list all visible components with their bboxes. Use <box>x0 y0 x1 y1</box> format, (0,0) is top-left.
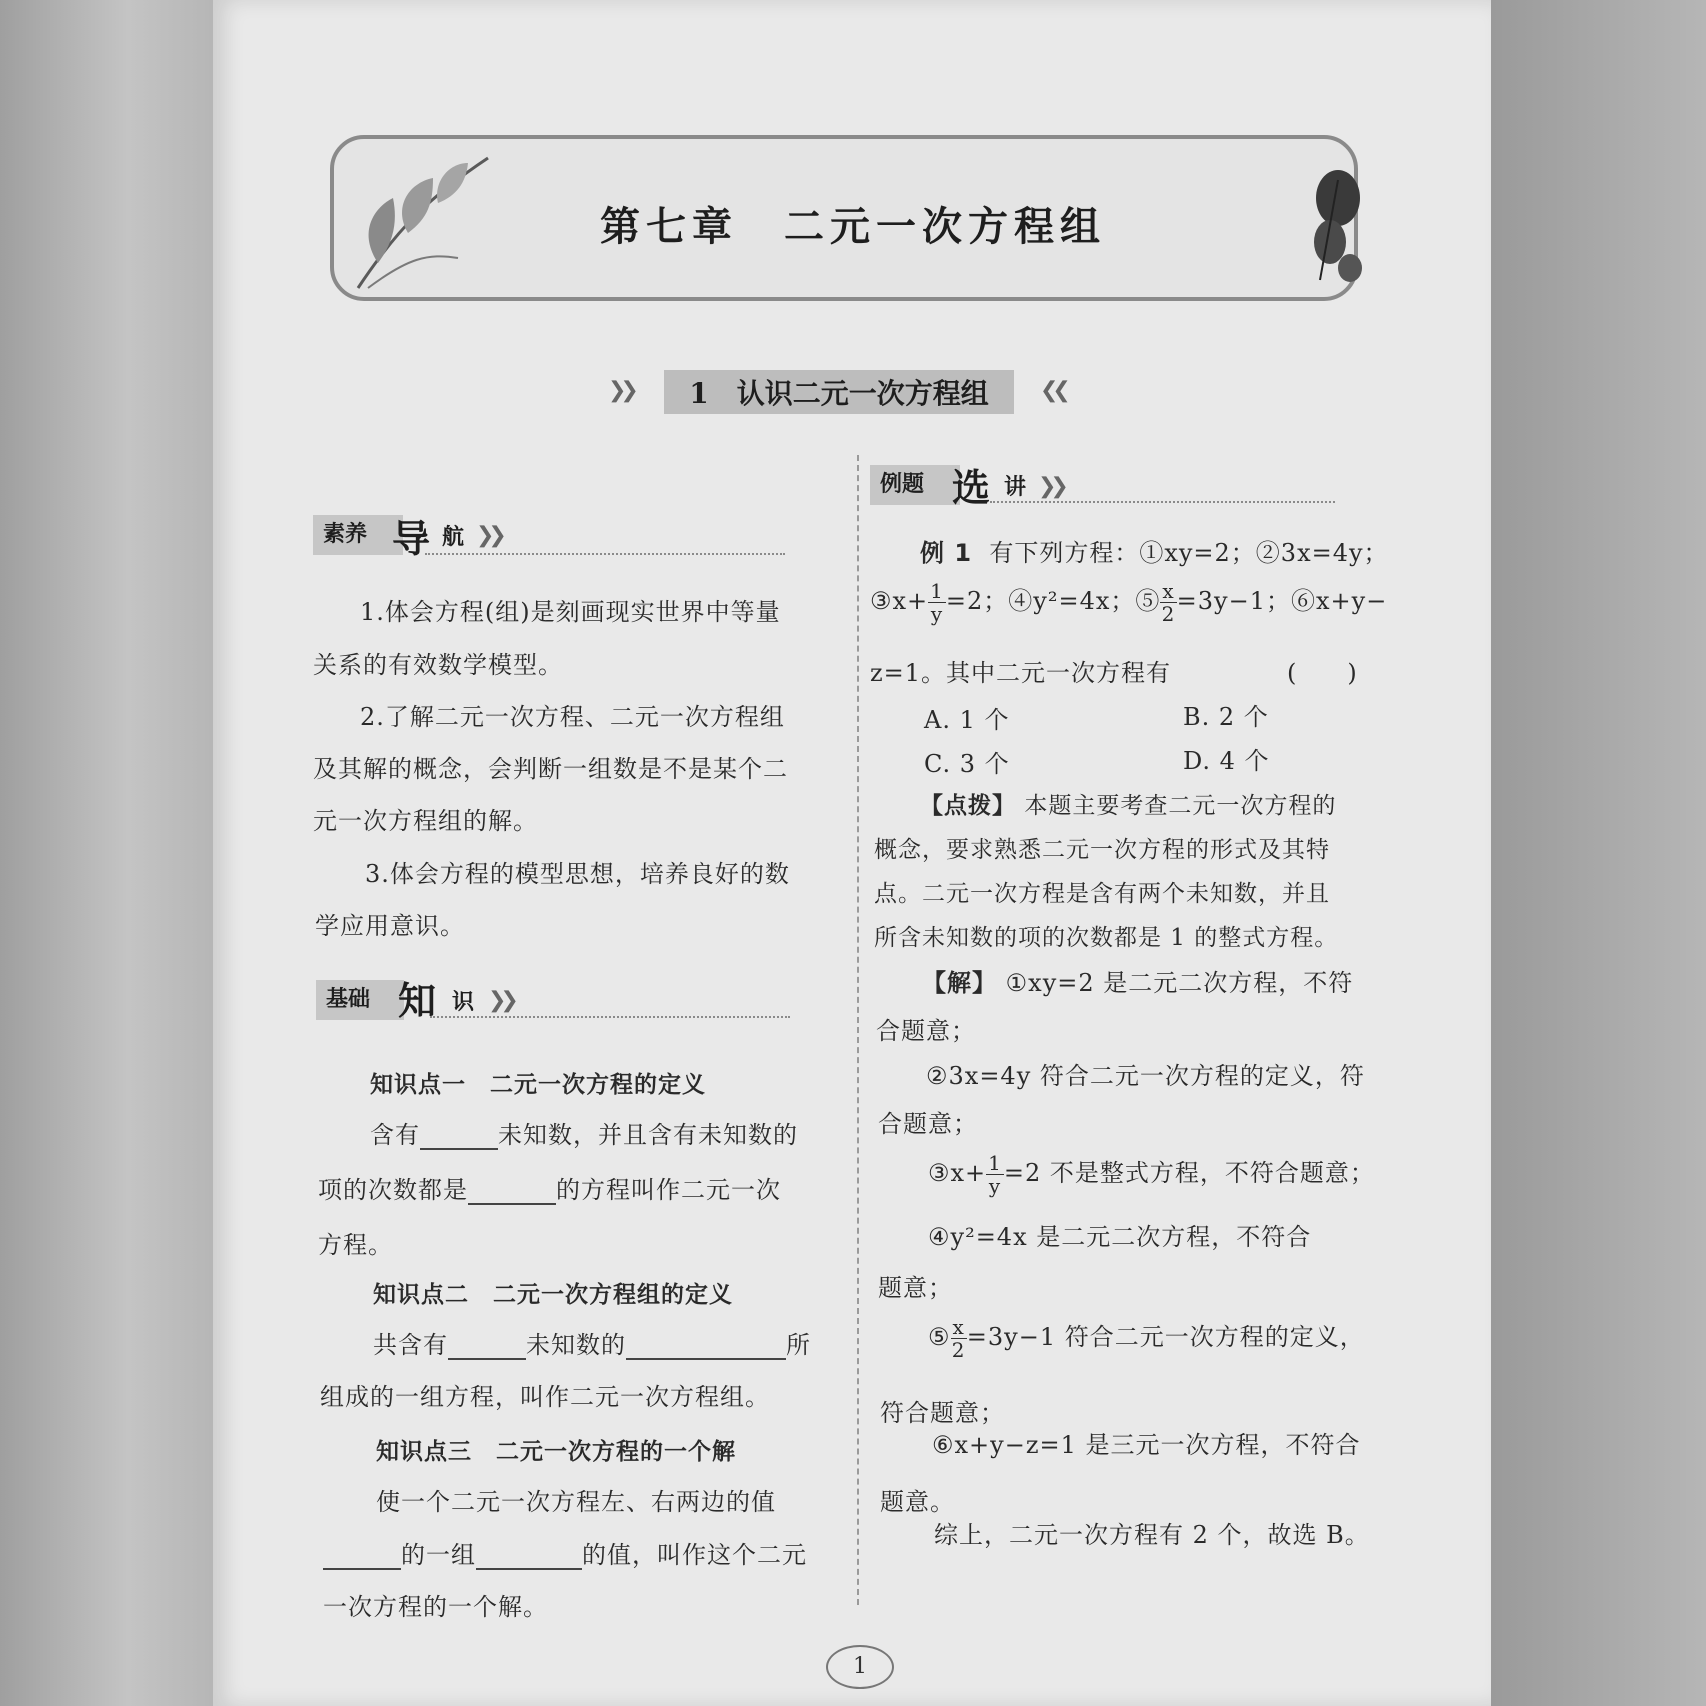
page-number: 1 <box>826 1645 894 1689</box>
book-gutter-shadow <box>0 0 213 1706</box>
chevron-right-icon: ❯❯ <box>488 988 513 1013</box>
chevron-left-icon: ❮❮ <box>1040 378 1065 403</box>
goal-2-line-2: 及其解的概念，会判断一组数是不是某个二 <box>313 755 788 783</box>
option-b[interactable]: B. 2 个 <box>1183 703 1269 731</box>
solution-6-line-1: ⑥x+y−z=1 是三元一次方程，不符合 <box>932 1431 1361 1459</box>
answer-parentheses: ( ) <box>1287 659 1358 687</box>
kp1-line-1: 含有 未知数，并且含有未知数的 <box>370 1121 798 1149</box>
section-title: 1 认识二元一次方程组 <box>689 377 989 410</box>
chevron-right-icon: ❯❯ <box>476 523 501 548</box>
kp1-line-3: 方程。 <box>318 1231 393 1259</box>
solution-3: ③x+ $\frac{1}{y}$ =2 不是整式方程，不符合题意； <box>928 1151 1375 1198</box>
knowledge-point-3-title: 知识点三 二元一次方程的一个解 <box>376 1439 736 1465</box>
goal-3-line-2: 学应用意识。 <box>315 912 465 940</box>
basics-heading-big-char: 知 <box>398 978 437 1023</box>
solution-5-line-1: ⑤ $\frac{x}{2}$ =3y−1 符合二元一次方程的定义， <box>928 1315 1365 1362</box>
fraction-1-over-y: $\frac{1}{y}$ <box>930 579 944 626</box>
solution-6-line-2: 题意。 <box>880 1488 955 1516</box>
option-c[interactable]: C. 3 个 <box>924 750 1010 778</box>
solution-4-line-1: ④y²=4x 是二元二次方程，不符合 <box>928 1223 1312 1251</box>
kp3-line-1: 使一个二元一次方程左、右两边的值 <box>376 1488 776 1516</box>
fill-blank[interactable] <box>468 1179 556 1205</box>
example-heading-label: 例题 <box>870 465 960 505</box>
goal-2-line-3: 元一次方程组的解。 <box>313 807 538 835</box>
kp1-line-2: 项的次数都是 的方程叫作二元一次 <box>318 1176 781 1204</box>
basics-heading-char: 识 <box>452 990 475 1015</box>
solution-5-line-2: 符合题意； <box>880 1399 1005 1427</box>
fraction-1-over-y: $\frac{1}{y}$ <box>988 1151 1002 1198</box>
fill-blank[interactable] <box>323 1544 401 1570</box>
fill-blank[interactable] <box>420 1124 498 1150</box>
goal-2-line-1: 2.了解二元一次方程、二元一次方程组 <box>360 703 785 731</box>
goal-1-line-2: 关系的有效数学模型。 <box>313 651 563 679</box>
hint-line-4: 所含未知数的项的次数都是 1 的整式方程。 <box>874 925 1339 951</box>
kp3-line-3: 一次方程的一个解。 <box>323 1593 548 1621</box>
hint-line-2: 概念，要求熟悉二元一次方程的形式及其特 <box>874 837 1330 863</box>
dotted-rule <box>990 501 1335 503</box>
chapter-title: 第七章 二元一次方程组 <box>600 204 1106 250</box>
solution-4-line-2: 题意； <box>878 1274 953 1302</box>
example-1-line-2: ③x+ $\frac{1}{y}$ =2；④y²=4x；⑤ $\frac{x}{2}$ =3y−1；⑥x+y− <box>870 579 1388 626</box>
kp2-line-2: 组成的一组方程，叫作二元一次方程组。 <box>320 1383 770 1411</box>
dotted-rule <box>430 1016 790 1018</box>
hint-line-3: 点。二元一次方程是含有两个未知数，并且 <box>874 881 1330 907</box>
knowledge-point-2-title: 知识点二 二元一次方程组的定义 <box>373 1282 733 1308</box>
solution-2-line-2: 合题意； <box>878 1110 978 1138</box>
example-heading-char: 讲 <box>1004 475 1027 500</box>
dotted-rule <box>425 553 785 555</box>
fill-blank[interactable] <box>448 1334 526 1360</box>
example-1-line-1: 例 1 有下列方程：①xy=2；②3x=4y； <box>920 539 1389 567</box>
kp2-line-1: 共含有 未知数的 所 <box>373 1331 811 1359</box>
chevron-right-icon: ❯❯ <box>608 378 633 403</box>
fill-blank[interactable] <box>626 1334 786 1360</box>
solution-1-line-1: 【解】 ①xy=2 是二元二次方程，不符 <box>922 969 1354 997</box>
fraction-x-over-2: $\frac{x}{2}$ <box>951 1315 966 1362</box>
hint-line-1: 【点拨】 本题主要考查二元一次方程的 <box>920 793 1337 819</box>
example-heading-big-char: 选 <box>952 465 991 510</box>
guide-heading-label: 素养 <box>313 515 403 555</box>
kp3-line-2: 的一组 的值，叫作这个二元 <box>323 1535 807 1570</box>
goal-1-line-1: 1.体会方程(组)是刻画现实世界中等量 <box>360 598 781 626</box>
option-a[interactable]: A. 1 个 <box>924 706 1010 734</box>
solution-conclusion: 综上，二元一次方程有 2 个，故选 B。 <box>934 1521 1370 1549</box>
option-d[interactable]: D. 4 个 <box>1183 747 1270 775</box>
fill-blank[interactable] <box>476 1544 582 1570</box>
solution-1-line-2: 合题意； <box>876 1017 976 1045</box>
guide-heading-char: 航 <box>442 525 465 550</box>
basics-heading-label: 基础 <box>316 980 404 1020</box>
example-1-line-3: z=1。其中二元一次方程有 <box>870 659 1172 687</box>
solution-2-line-1: ②3x=4y 符合二元一次方程的定义，符 <box>926 1062 1365 1090</box>
chevron-right-icon: ❯❯ <box>1038 474 1063 499</box>
column-divider <box>857 455 859 1605</box>
page-edge-shadow <box>1491 0 1706 1706</box>
knowledge-point-1-title: 知识点一 二元一次方程的定义 <box>370 1072 706 1098</box>
guide-heading-big-char: 导 <box>392 516 431 561</box>
fraction-x-over-2: $\frac{x}{2}$ <box>1161 579 1176 626</box>
goal-3-line-1: 3.体会方程的模型思想，培养良好的数 <box>365 860 790 888</box>
